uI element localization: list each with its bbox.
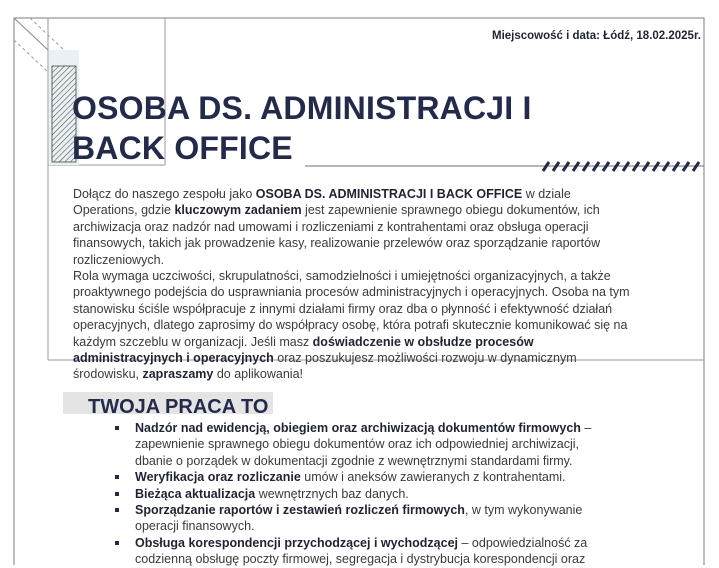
section-title: TWOJA PRACA TO: [88, 396, 269, 418]
item-bold: Bieżąca aktualizacja: [135, 486, 256, 501]
intro-paragraph-1: [73, 186, 633, 268]
bullet-icon: [115, 492, 119, 496]
text-run: jest zapewnienie sprawnego obiegu dokumentów, ich archiwizacja oraz nadzór nad umowami i rozliczeniami z kontrahentami oraz obsługa operacji finansowych, takich jak prowadzenie kasy, realizowanie przelewów oraz sporządzanie raportów rozliczeniowych.: [73, 203, 601, 267]
bullet-icon: [115, 475, 119, 479]
bullet-icon: [115, 426, 119, 430]
place-date: Miejscowość i data: Łódź, 18.02.2025r.: [491, 30, 701, 42]
job-title-line-1: OSOBA DS. ADMINISTRACJI I: [72, 90, 532, 126]
item-bold: Weryfikacja oraz rozliczanie: [135, 470, 301, 485]
job-title-line-2: BACK OFFICE: [72, 130, 293, 166]
item-bold: Nadzór nad ewidencją, obiegiem oraz archiwizacją dokumentów firmowych: [135, 421, 581, 435]
text-run: oraz poszukujesz możliwości rozwoju w dynamicznym środowisku,: [73, 351, 577, 382]
item-text: umów i aneksów zawieranych z kontrahentami.: [300, 470, 566, 485]
text-run-bold: kluczowym zadaniem: [174, 203, 302, 218]
list-item: [113, 469, 613, 485]
list-item: [113, 502, 613, 535]
responsibilities-list: [113, 420, 613, 568]
list-item: [113, 486, 613, 502]
item-bold: Sporządzanie raportów i zestawień rozliczeń firmowych: [135, 503, 465, 518]
bullet-icon: [115, 541, 119, 545]
item-text: , w tym wykonywanie operacji finansowych.: [135, 503, 583, 534]
text-run: Rola wymaga uczciwości, skrupulatności, samodzielności i umiejętności organizacyjnych, a także proaktywnego podejścia do usprawniania procesów administracyjnych i operacyjnych. Osoba na tym stanowisku ściśle współpracuje z innymi działami firmy oraz dba o płynność i efektywność działań operacyjnych, dlatego zaprosimy do współpracy osobę, która potrafi skutecznie komunikować się na każdym szczeblu w organizacji. Jeśli masz: [73, 269, 630, 349]
text-run-bold: doświadczenie w obsłudze procesów administracyjnych i operacyjnych: [73, 334, 534, 366]
item-text: – odpowiedzialność za codzienną obsługę poczty firmowej, segregacja i dystrybucja korespondencji oraz: [135, 535, 588, 567]
text-run: do aplikowania!: [213, 367, 304, 382]
intro-text: [73, 186, 633, 383]
list-item: [113, 535, 613, 568]
item-text: – zapewnienie sprawnego obiegu dokumentów oraz ich odpowiedniej archiwizacji, dbanie o porządek w dokumentacji zgodnie z wewnętrznymi standardami firmy.: [135, 421, 592, 468]
item-bold: Obsługa korespondencji przychodzącej i wychodzącej: [135, 535, 459, 550]
text-run-bold: OSOBA DS. ADMINISTRACJI I BACK OFFICE: [255, 187, 523, 201]
bullet-icon: [115, 508, 119, 512]
item-text: wewnętrznych baz danych.: [255, 486, 409, 501]
text-run: Dołącz do naszego zespołu jako: [73, 187, 256, 201]
text-run-bold: zapraszamy: [142, 367, 214, 382]
list-item: [113, 420, 613, 469]
intro-paragraph-2: [73, 268, 633, 383]
text-run: w dziale Operations, gdzie: [73, 187, 571, 218]
